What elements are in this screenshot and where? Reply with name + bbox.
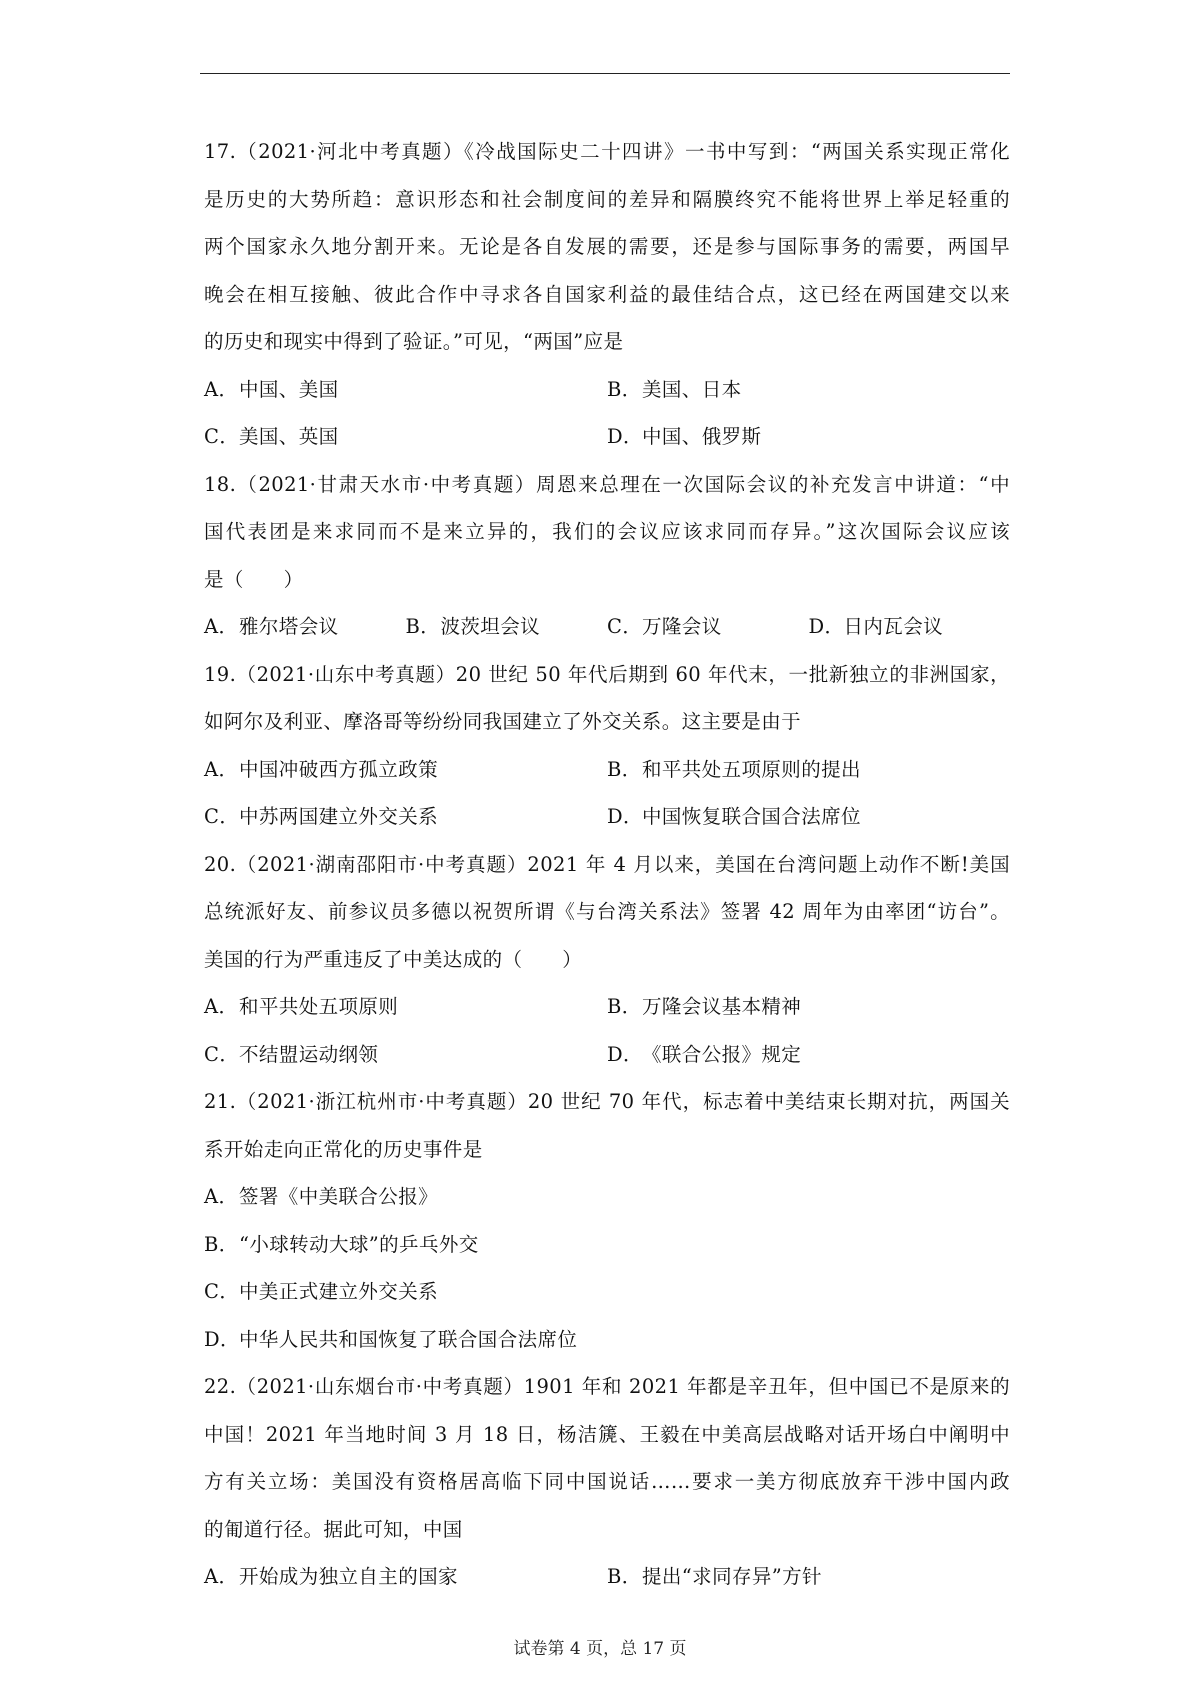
option-text: “小球转动大球”的乒乓外交 [239,1232,479,1256]
option-d[interactable] [607,425,1010,449]
option-text: 万隆会议基本精神 [642,995,802,1018]
page-footer: 试卷第 4 页，总 17 页 [513,1639,687,1659]
question-stem-line: 美国的行为严重违反了中美达成的（ ） [204,947,583,971]
option-a[interactable] [204,1565,607,1589]
option-row [204,995,1010,1019]
option-text: 不结盟运动纲领 [239,1042,379,1066]
option-text: 中国冲破西方孤立政策 [239,757,439,781]
question-stem-line: 的历史和现实中得到了验证。”可见，“两国”应是 [204,330,624,353]
option-c[interactable] [204,805,607,829]
question-stem-line: 17.（2021·河北中考真题）《冷战国际史二十四讲》一书中写到：“两国关系实现正常化 [204,140,1010,163]
question-stem-line: 两个国家永久地分割开来。无论是各自发展的需要，还是参与国际事务的需要，两国早 [204,235,1010,258]
option-row [204,615,1010,639]
option-c[interactable] [204,1043,607,1067]
option-text: 中华人民共和国恢复了联合国合法席位 [239,1327,578,1351]
question-stem-line: 18.（2021·甘肃天水市·中考真题）周恩来总理在一次国际会议的补充发言中讲道：“中 [204,472,1010,496]
option-key: D． [808,615,845,638]
option-text: 波茨坦会议 [440,615,541,638]
option-key: B． [607,1565,642,1588]
option-d[interactable] [607,1043,1010,1067]
option-c[interactable] [204,1280,1010,1304]
option-key: D． [607,425,643,448]
option-text: 和平共处五项原则的提出 [642,757,861,781]
option-row [204,425,1010,449]
option-key: A． [204,757,239,781]
option-key: A． [204,377,239,401]
question-21 [204,1090,1010,1352]
question-stem-line: 21.（2021·浙江杭州市·中考真题）20 世纪 70 年代，标志着中美结束长期对抗，两国关 [204,1090,1010,1113]
option-text: 中美正式建立外交关系 [239,1280,439,1303]
option-key: D． [204,1327,240,1351]
question-stem-line: 是（ ） [204,567,304,591]
option-b[interactable] [406,615,608,639]
option-text: 美国、英国 [239,425,339,448]
option-key: C． [204,1280,240,1303]
option-text: 美国、日本 [642,377,742,401]
option-b[interactable] [607,995,1010,1019]
question-22 [204,1375,1010,1589]
option-key: C． [204,425,240,448]
option-a[interactable] [204,1185,1010,1209]
option-key: A． [204,615,239,638]
question-stem-line: 22.（2021·山东烟台市·中考真题）1901 年和 2021 年都是辛丑年，但中国已不是原来的 [204,1375,1010,1398]
option-a[interactable] [204,758,607,782]
option-key: B． [607,995,642,1018]
option-key: A． [204,995,239,1018]
option-text: 中国恢复联合国合法席位 [642,805,861,828]
option-text: 提出“求同存异”方针 [642,1565,822,1588]
question-stem-line: 是历史的大势所趋：意识形态和社会制度间的差异和隔膜终究不能将世界上举足轻重的 [204,187,1010,211]
option-key: B． [607,377,642,401]
question-stem-line: 方有关立场：美国没有资格居高临下同中国说话……要求一美方彻底放弃干涉中国内政 [204,1470,1010,1493]
option-a[interactable] [204,378,607,402]
option-key: B． [405,615,441,638]
option-text: 《联合公报》规定 [642,1042,802,1066]
option-c[interactable] [204,425,607,449]
option-text: 签署《中美联合公报》 [239,1185,439,1208]
question-20 [204,853,1010,1067]
question-stem-line: 系开始走向正常化的历史事件是 [204,1137,483,1161]
option-key: D． [607,1042,643,1066]
option-text: 日内瓦会议 [843,615,944,638]
option-key: B． [607,757,642,781]
question-17 [204,140,1010,449]
option-text: 中国、美国 [239,377,339,401]
option-key: A． [204,1565,239,1588]
question-stem-line: 19.（2021·山东中考真题）20 世纪 50 年代后期到 60 年代末，一批新独立的非洲国家， [204,662,1010,686]
option-text: 中国、俄罗斯 [642,425,762,448]
question-stem-line: 的匍道行径。据此可知，中国 [204,1517,463,1541]
option-key: B． [204,1232,239,1256]
option-row [204,1043,1010,1067]
question-18 [204,473,1010,640]
option-a[interactable] [204,615,406,639]
option-row [204,758,1010,782]
option-key: C． [204,1042,240,1066]
option-text: 和平共处五项原则 [239,995,399,1018]
option-b[interactable] [607,758,1010,782]
option-d[interactable] [809,615,1011,639]
option-row [204,805,1010,829]
question-list [204,140,1010,1613]
option-key: C． [204,805,240,828]
option-key: D． [607,805,643,828]
question-stem-line: 晚会在相互接触、彼此合作中寻求各自国家利益的最佳结合点，这已经在两国建交以来 [204,282,1010,306]
option-key: A． [204,1185,239,1208]
option-text: 中苏两国建立外交关系 [239,805,439,828]
question-stem-line: 总统派好友、前参议员多德以祝贺所谓《与台湾关系法》签署 42 周年为由率团“访台”。 [204,900,1010,923]
question-stem-line: 如阿尔及利亚、摩洛哥等纷纷同我国建立了外交关系。这主要是由于 [204,710,802,733]
question-stem-line: 中国！2021 年当地时间 3 月 18 日，杨洁篪、王毅在中美高层战略对话开场白中阐明中 [204,1422,1010,1446]
option-text: 雅尔塔会议 [239,615,339,638]
option-b[interactable] [204,1233,1010,1257]
question-stem-line: 20.（2021·湖南邵阳市·中考真题）2021 年 4 月以来，美国在台湾问题上动作不断!美国 [204,852,1010,876]
question-19 [204,663,1010,830]
option-key: C． [607,615,643,638]
option-text: 万隆会议 [642,615,722,638]
option-b[interactable] [607,1565,1010,1589]
option-d[interactable] [607,805,1010,829]
option-text: 开始成为独立自主的国家 [239,1565,458,1588]
question-stem-line: 国代表团是来求同而不是来立异的，我们的会议应该求同而存异。”这次国际会议应该 [204,520,1010,543]
option-b[interactable] [607,378,1010,402]
option-d[interactable] [204,1328,1010,1352]
option-row [204,378,1010,402]
header-rule [200,73,1010,74]
option-row [204,1565,1010,1589]
option-c[interactable] [607,615,809,639]
option-a[interactable] [204,995,607,1019]
